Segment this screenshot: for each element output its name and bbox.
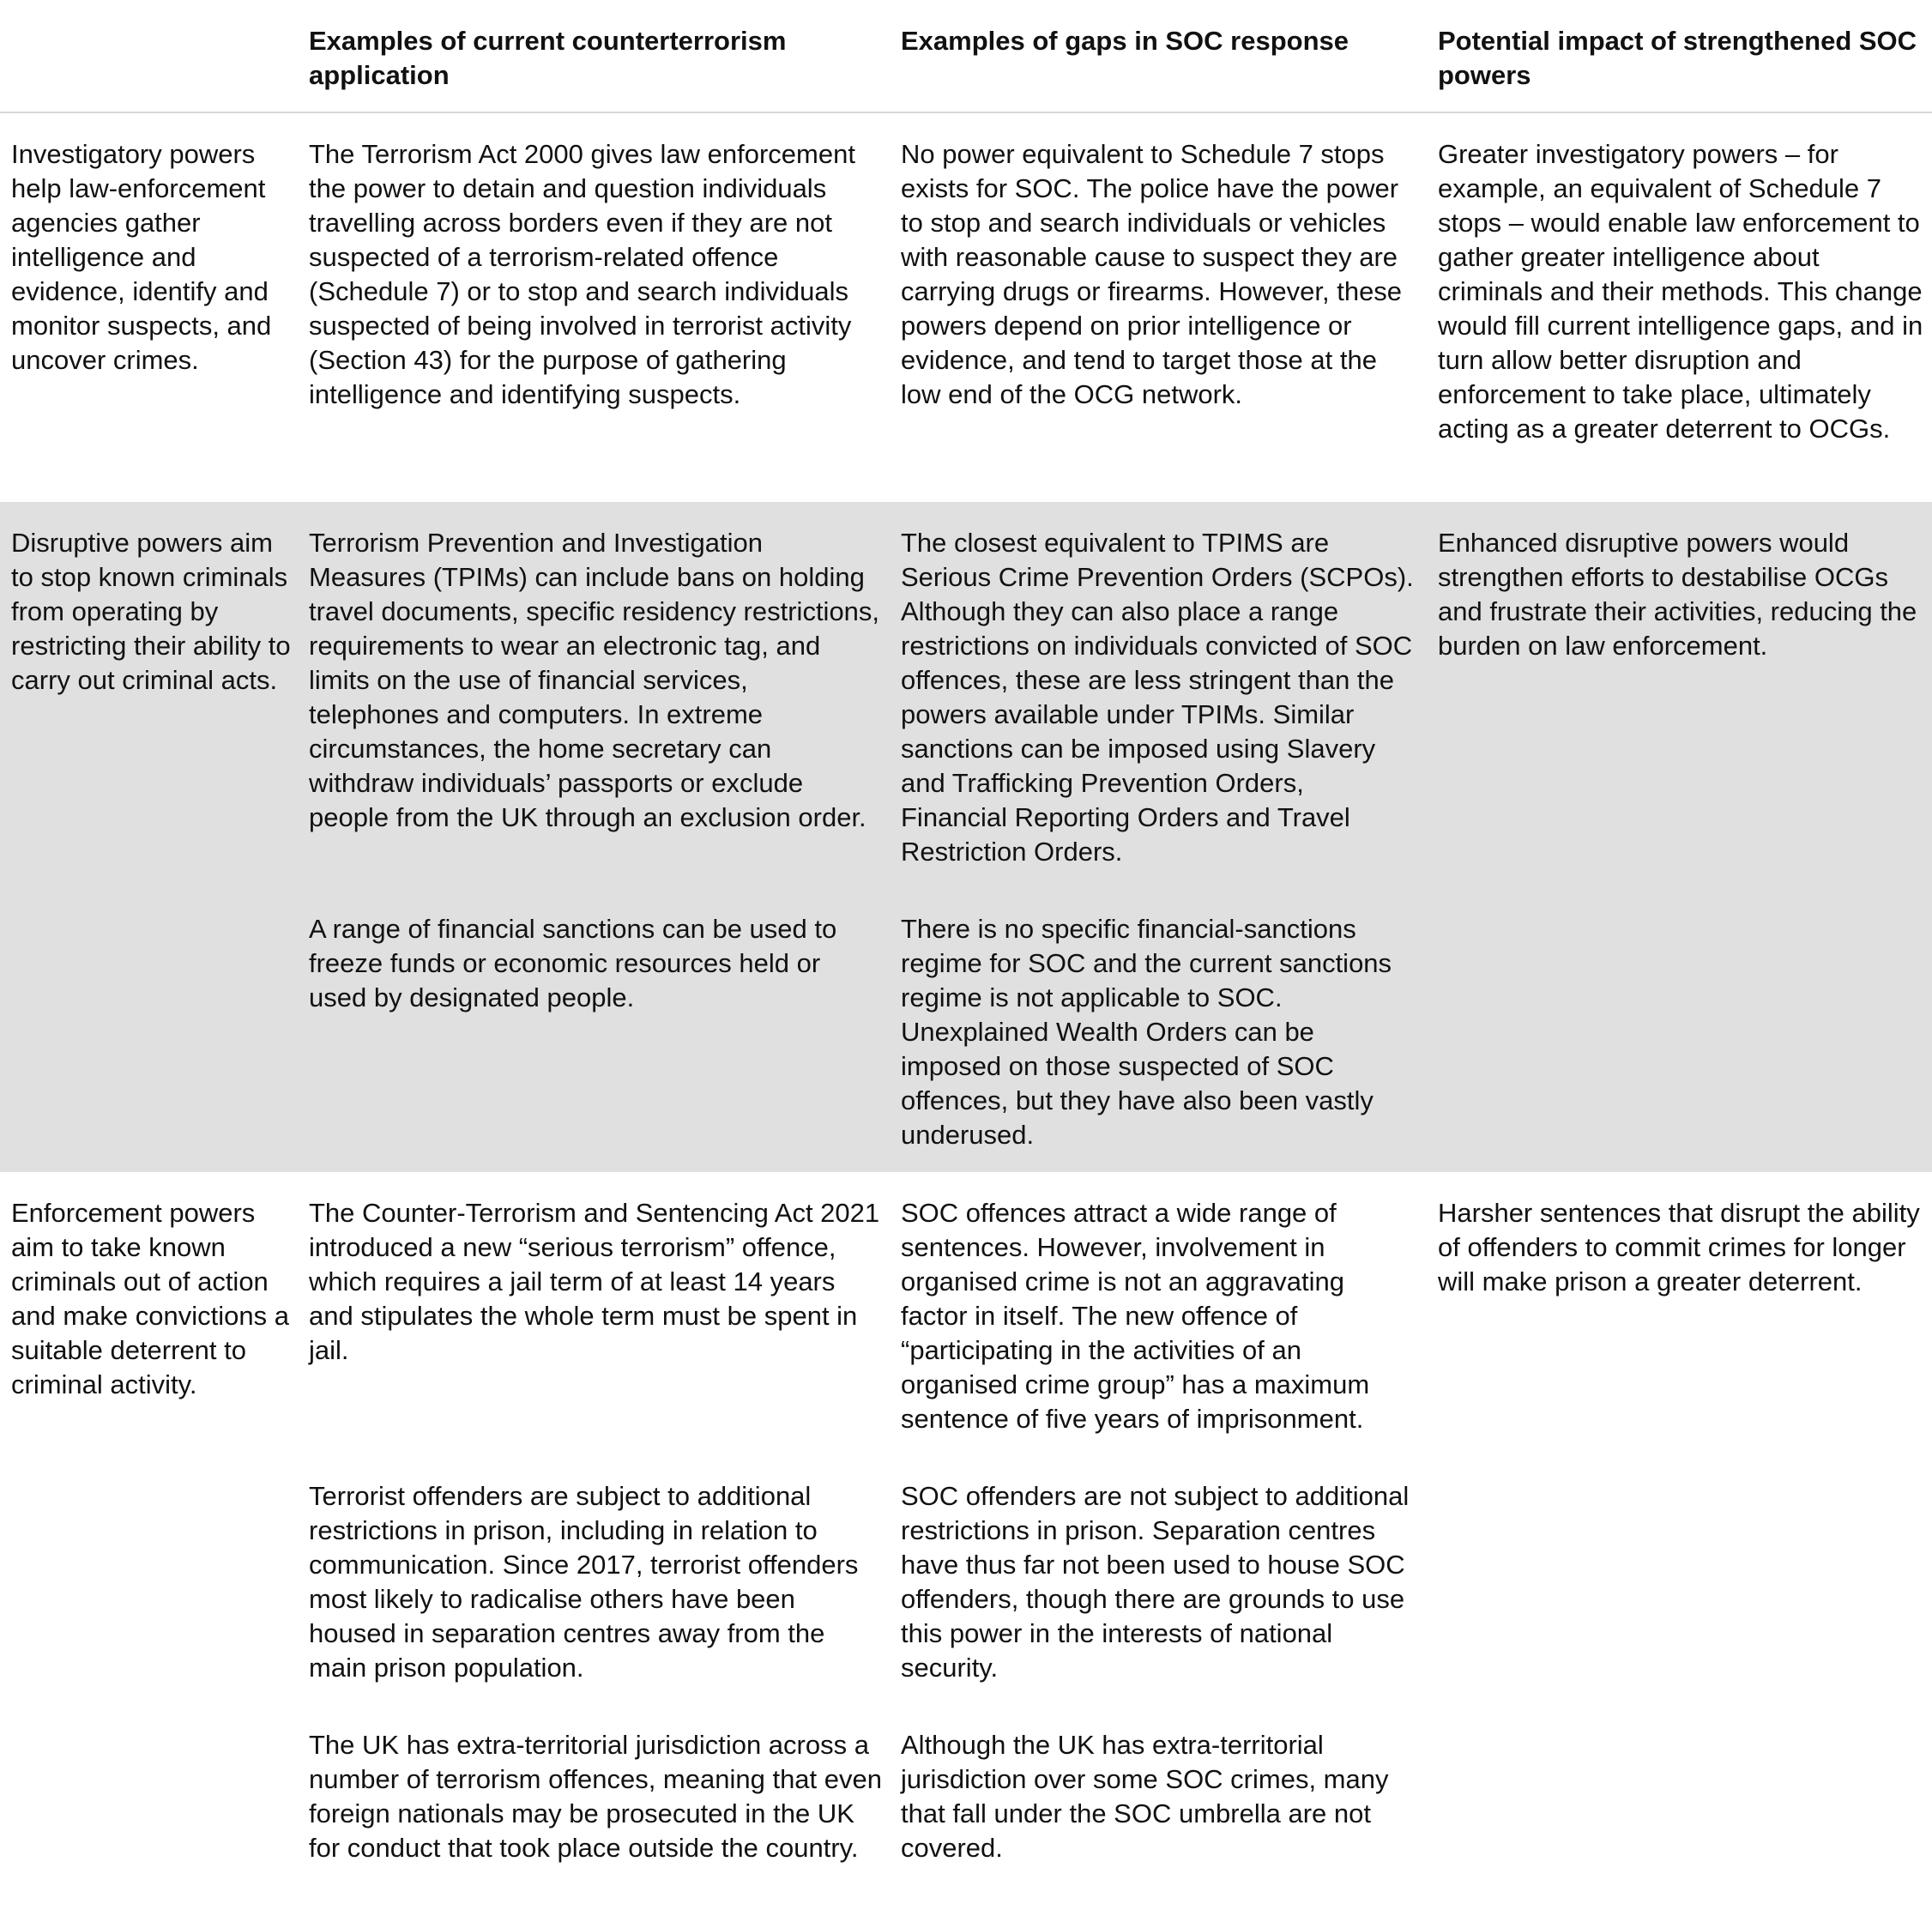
row-potential-impact: Greater investigatory powers – for example, an equivalent of Schedule 7 stops – would enable law enforcement to gather greater intelligence about criminals and their methods. This change would fill current intelligence gaps, and in turn allow better disruption and enforcement to take place, ultimately acting as a greater deterrent to OCGs.	[1438, 139, 1923, 444]
row-soc-gap: No power equivalent to Schedule 7 stops exists for SOC. The police have the power to stop and search individuals or vehicles with reasonable cause to suspect they are carrying drugs or firearms. However, these powers depend on prior intelligence or evidence, and tend to target those at the low end of the OCG network.	[901, 139, 1403, 409]
row-soc-gap: SOC offences attract a wide range of sentences. However, involvement in organised crime is not an aggravating factor in itself. The new offence of “participating in the activities of an organised crime group” has a maximum sentence of five years of imprisonment.	[901, 1198, 1370, 1434]
table-row-disruptive-powers	[0, 502, 1932, 1172]
row-soc-gap: Although the UK has extra-territorial jurisdiction over some SOC crimes, many that fall under the SOC umbrella are not covered.	[901, 1730, 1389, 1863]
row-counterterrorism-example: Terrorism Prevention and Investigation Measures (TPIMs) can include bans on holding travel documents, specific residency restrictions, requirements to wear an electronic tag, and limits on the use of financial services, telephones and computers. In extreme circumstances, the home secretary can withdraw individuals’ passports or exclude people from the UK through an exclusion order.	[309, 528, 880, 832]
row-power-description: Investigatory powers help law-enforcement agencies gather intelligence and evidence, identify and monitor suspects, and uncover crimes.	[11, 139, 272, 375]
header-soc-gaps: Examples of gaps in SOC response	[901, 26, 1349, 56]
row-power-description: Disruptive powers aim to stop known criminals from operating by restricting their ability to carry out criminal acts.	[11, 528, 291, 695]
row-counterterrorism-example: The UK has extra-territorial jurisdiction across a number of terrorism offences, meaning that even foreign nationals may be prosecuted in the UK for conduct that took place outside the country.	[309, 1730, 882, 1863]
row-soc-gap: The closest equivalent to TPIMS are Serious Crime Prevention Orders (SCPOs). Although they can also place a range restrictions on individuals convicted of SOC offences, these are less stringent than the powers available under TPIMs. Similar sanctions can be imposed using Slavery and Trafficking Prevention Orders, Financial Reporting Orders and Travel Restriction Orders.	[901, 528, 1414, 867]
row-soc-gap: There is no specific financial-sanctions regime for SOC and the current sanctions regime is not applicable to SOC. Unexplained Wealth Orders can be imposed on those suspected of SOC offences, but they have also been vastly underused.	[901, 914, 1392, 1150]
table-header-row	[0, 0, 1932, 113]
row-counterterrorism-example: A range of financial sanctions can be used to freeze funds or economic resources held or used by designated people.	[309, 914, 837, 1012]
row-soc-gap: SOC offenders are not subject to additional restrictions in prison. Separation centres have thus far not been used to house SOC offenders, though there are grounds to use this power in the interests of national security.	[901, 1481, 1410, 1683]
row-power-description: Enforcement powers aim to take known criminals out of action and make convictions a suitable deterrent to criminal activity.	[11, 1198, 289, 1399]
table-row-investigatory-powers	[0, 113, 1932, 502]
header-potential-impact: Potential impact of strengthened SOC powers	[1438, 26, 1917, 90]
row-potential-impact: Harsher sentences that disrupt the ability of offenders to commit crimes for longer will make prison a greater deterrent.	[1438, 1198, 1920, 1296]
row-counterterrorism-example: Terrorist offenders are subject to additional restrictions in prison, including in relation to communication. Since 2017, terrorist offenders most likely to radicalise others have been housed in separation centres away from the main prison population.	[309, 1481, 859, 1683]
row-counterterrorism-example: The Terrorism Act 2000 gives law enforcement the power to detain and question individuals travelling across borders even if they are not suspected of a terrorism-related offence (Schedule 7) or to stop and search individuals suspected of being involved in terrorist activity (Section 43) for the purpose of gathering intelligence and identifying suspects.	[309, 139, 855, 409]
table-row-enforcement-powers	[0, 1172, 1932, 1922]
row-potential-impact: Enhanced disruptive powers would strengthen efforts to destabilise OCGs and frustrate their activities, reducing the burden on law enforcement.	[1438, 528, 1917, 661]
row-counterterrorism-example: The Counter-Terrorism and Sentencing Act 2021 introduced a new “serious terrorism” offence, which requires a jail term of at least 14 years and stipulates the whole term must be spent in jail.	[309, 1198, 880, 1365]
header-counterterrorism-application: Examples of current counterterrorism application	[309, 26, 787, 90]
